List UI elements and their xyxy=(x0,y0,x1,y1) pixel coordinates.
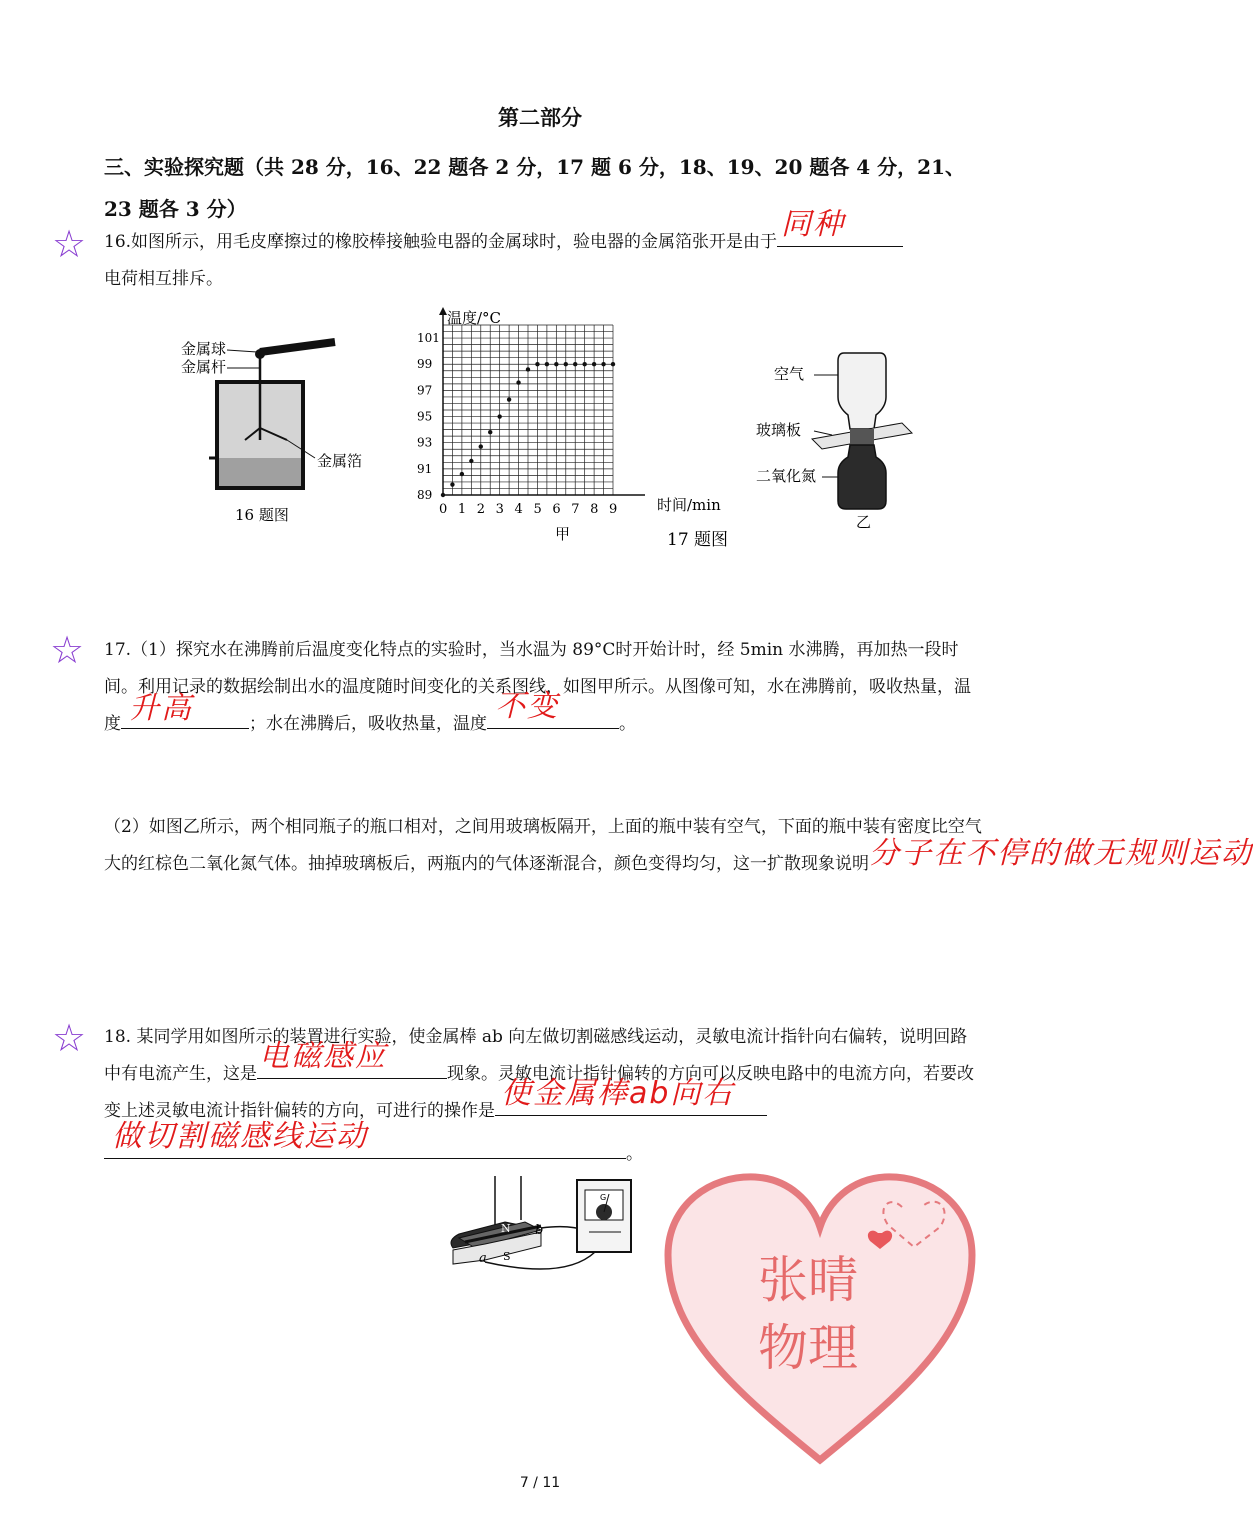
q17-answer-blank-1 xyxy=(121,691,249,729)
label-nitrogen-dioxide: 二氧化氮 xyxy=(756,467,817,485)
star-mark-icon: ☆ xyxy=(52,1016,87,1060)
q16-answer-blank xyxy=(777,207,903,247)
section-header: 三、实验探究题（共 28 分，16、22 题各 2 分，17 题 6 分，18、19、20 题各 4 分，21、23 题各 3 分） xyxy=(104,155,965,221)
data-point xyxy=(545,362,549,366)
page-number: 7 / 11 xyxy=(519,1475,561,1491)
q16-text-end: 电荷相互排斥。 xyxy=(104,269,223,289)
label-glass-plate: 玻璃板 xyxy=(756,421,802,439)
x-tick-label: 9 xyxy=(609,502,618,517)
data-point xyxy=(601,362,605,366)
q17-part2-text: （2）如图乙所示，两个相同瓶子的瓶口相对，之间用玻璃板隔开，上面的瓶中装有空气，下面的瓶中装有密度比空气大的红棕色二氧化氮气体。抽掉玻璃板后，两瓶内的气体逐渐混合，颜色变得均匀，这一扩散现象说明 xyxy=(104,817,982,874)
figure-18-apparatus xyxy=(445,1170,655,1280)
page-title: 第二部分 xyxy=(498,105,582,130)
rod-end-b-label: b xyxy=(535,1223,544,1238)
data-point xyxy=(488,430,492,434)
y-axis-label: 温度/°C xyxy=(447,309,502,327)
question-16 xyxy=(104,207,984,298)
x-tick-label: 2 xyxy=(476,502,486,517)
q18-text-mid: 现象。灵敏电流计指针偏转的方向可以反映电路中的电流方向，若要改变上述灵敏电流计指针偏转的方向，可进行的操作是 xyxy=(104,1064,974,1121)
y-tick-label: 101 xyxy=(417,331,440,346)
chart-ticks xyxy=(417,331,617,517)
q18-handwritten-answer-1: 电磁感应 xyxy=(259,1039,387,1074)
q17-text-mid: ；水在沸腾后，吸收热量，温度 xyxy=(249,714,487,734)
y-tick-label: 95 xyxy=(417,409,433,424)
q18-handwritten-answer-2a: 使金属棒ab向右 xyxy=(501,1076,735,1111)
data-point xyxy=(573,362,577,366)
q17-text: 17.（1）探究水在沸腾前后温度变化特点的实验时，当水温为 89°C时开始计时，经 5min 水沸腾，再加热一段时间。利用记录的数据绘制出水的温度随时间变化的关系图线，如图甲所示。从图像可知，水在沸腾前，吸收热量，温度 xyxy=(104,640,971,734)
q18-handwritten-answer-2b: 做切割磁感线运动 xyxy=(112,1119,368,1154)
x-axis-label: 时间/min xyxy=(657,496,721,514)
q17-text-end: 。 xyxy=(619,714,636,734)
y-tick-label: 97 xyxy=(417,383,433,398)
heart-stamp xyxy=(650,1155,990,1485)
star-mark-icon: ☆ xyxy=(50,628,85,672)
data-point xyxy=(535,362,539,366)
x-tick-label: 6 xyxy=(552,502,561,517)
label-metal-ball: 金属球 xyxy=(181,340,227,358)
q17-handwritten-answer-2: 不变 xyxy=(495,689,559,724)
stamp-line-2: 物理 xyxy=(758,1319,858,1377)
y-axis-arrow-icon xyxy=(439,307,447,315)
y-tick-label: 91 xyxy=(417,461,433,476)
data-point xyxy=(460,472,464,476)
x-tick-label: 7 xyxy=(571,502,580,517)
data-point xyxy=(469,459,473,463)
q16-handwritten-answer: 同种 xyxy=(781,207,846,242)
data-point xyxy=(497,414,501,418)
label-metal-foil: 金属箔 xyxy=(317,452,363,470)
q18-text-end: 。 xyxy=(626,1144,643,1164)
galvanometer-g-label: G xyxy=(600,1193,607,1202)
data-point xyxy=(592,362,596,366)
label-metal-rod: 金属杆 xyxy=(181,358,227,376)
data-point xyxy=(611,362,615,366)
x-tick-label: 0 xyxy=(439,502,448,517)
q18-answer-blank-3 xyxy=(104,1119,626,1159)
y-tick-label: 99 xyxy=(417,357,433,372)
data-point xyxy=(564,362,568,366)
data-point xyxy=(526,367,530,371)
y-tick-label: 89 xyxy=(417,488,433,502)
y-tick-label: 93 xyxy=(417,435,433,450)
x-tick-label: 5 xyxy=(533,502,542,517)
data-point xyxy=(450,482,454,486)
question-17-part-2 xyxy=(104,809,1253,883)
magnet-n-label: N xyxy=(501,1222,511,1235)
label-air: 空气 xyxy=(774,365,805,383)
rod-end-a-label: a xyxy=(479,1251,487,1266)
q18-text: 18. 某同学用如图所示的装置进行实验，使金属棒 ab 向左做切割磁感线运动，灵敏电流计指针向右偏转，说明回路中有电流产生，这是 xyxy=(104,1027,968,1084)
x-tick-label: 8 xyxy=(590,502,599,517)
data-point xyxy=(507,397,511,401)
data-point xyxy=(479,444,483,448)
figure-16-electroscope xyxy=(175,330,385,530)
star-mark-icon: ☆ xyxy=(52,222,87,266)
question-18 xyxy=(104,1019,984,1173)
q17-handwritten-answer-1: 升高 xyxy=(129,691,193,726)
figure-17-bottles xyxy=(752,345,922,535)
chart-caption-jia: 甲 xyxy=(555,525,571,543)
q17-handwritten-answer-3: 分子在不停的做无规则运动 xyxy=(869,836,1253,871)
data-point xyxy=(582,362,586,366)
chart-grid xyxy=(443,325,613,495)
q17-answer-blank-2 xyxy=(487,689,619,729)
figure-17-caption: 17 题图 xyxy=(667,530,729,550)
stamp-line-1: 张晴 xyxy=(758,1251,858,1309)
q18-answer-blank-2 xyxy=(495,1076,767,1116)
q18-answer-blank-1 xyxy=(257,1039,447,1079)
x-tick-label: 3 xyxy=(495,502,504,517)
magnet-s-label: S xyxy=(503,1250,511,1263)
figure-caption-yi: 乙 xyxy=(856,513,872,531)
question-17-part-1 xyxy=(104,632,984,743)
x-tick-label: 4 xyxy=(514,502,523,517)
x-tick-label: 1 xyxy=(457,502,467,517)
data-point xyxy=(554,362,558,366)
figure-16-caption: 16 题图 xyxy=(235,506,289,524)
data-point xyxy=(516,380,520,384)
q16-text: 16.如图所示，用毛皮摩擦过的橡胶棒接触验电器的金属球时，验电器的金属箔张开是由于 xyxy=(104,232,778,252)
figure-17-chart xyxy=(405,305,735,550)
